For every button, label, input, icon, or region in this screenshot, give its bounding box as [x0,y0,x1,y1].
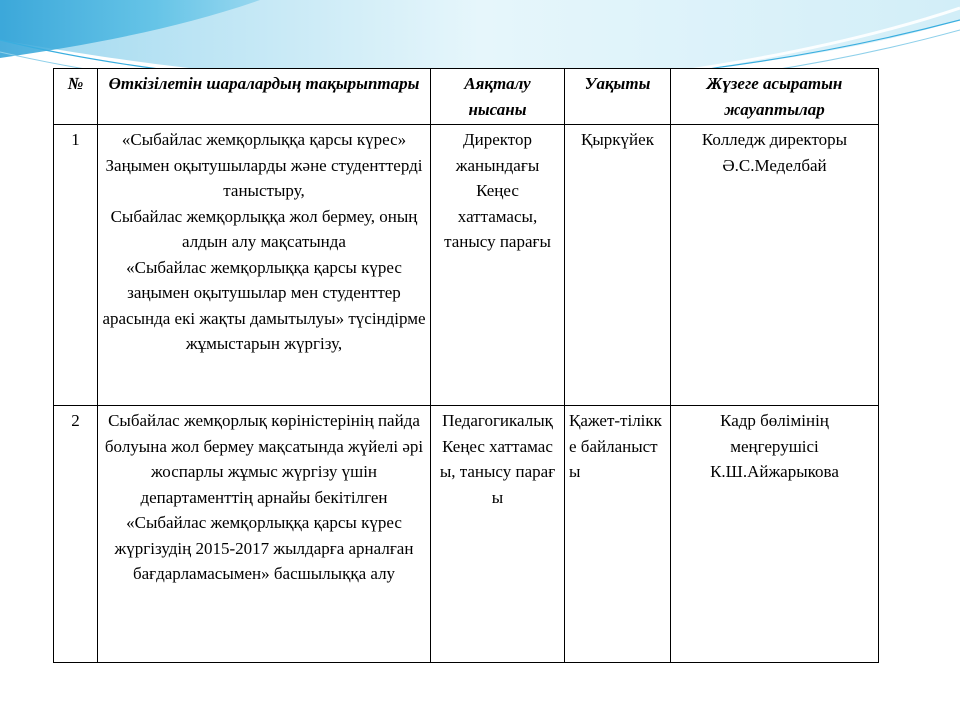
header-time: Уақыты [565,69,671,125]
row-time: Қажет-тілікке байланысты [565,406,671,663]
table-header-row [54,69,879,125]
topic-paragraph: «Сыбайлас жемқорлыққа қарсы күрес заңымен оқытушылар мен студенттер арасында екі жақты дамытылуы» түсіндірме жұмыстарын жүргізу, [102,257,426,353]
row-number: 2 [54,406,98,663]
row-time: Қыркүйек [565,125,671,456]
header-completion-form: Аяқталу нысаны [431,69,565,125]
events-table [53,68,879,456]
row-number: 1 [54,125,98,456]
row-topic: Сыбайлас жемқорлық көріністерінің пайда болуына жол бермеу мақсатында жүйелі әрі жоспарлы жұмыс жүргізу үшін департаменттің арнайы бекітілген «Сыбайлас жемқорлыққа қарсы күрес жүргізудің 2015-2017 жылдарға арналған бағдарламасымен» басшылыққа алу [98,406,431,663]
row-responsible: Колледж директоры Ә.С.Меделбай [671,125,879,456]
topic-paragraph: «Сыбайлас жемқорлыққа қарсы күрес» Заңымен оқытушыларды және студенттерді таныстыру, [105,130,423,200]
row-completion-form: Директор жанындағы Кеңес хаттамасы, танысу парағы [431,125,565,456]
row-completion-form: Педагогикалық Кеңес хаттамасы, танысу парағы [431,406,565,663]
table-row [54,406,879,663]
events-table-continued [53,405,879,663]
header-responsible: Жүзеге асыратын жауаптылар [671,69,879,125]
header-topic: Өткізілетін шаралардың тақырыптары [98,69,431,125]
row-responsible: Кадр бөлімінің меңгерушісі К.Ш.Айжарыкова [671,406,879,663]
header-number: № [54,69,98,125]
topic-paragraph: Сыбайлас жемқорлыққа жол бермеу, оның алдын алу мақсатында [110,206,418,251]
